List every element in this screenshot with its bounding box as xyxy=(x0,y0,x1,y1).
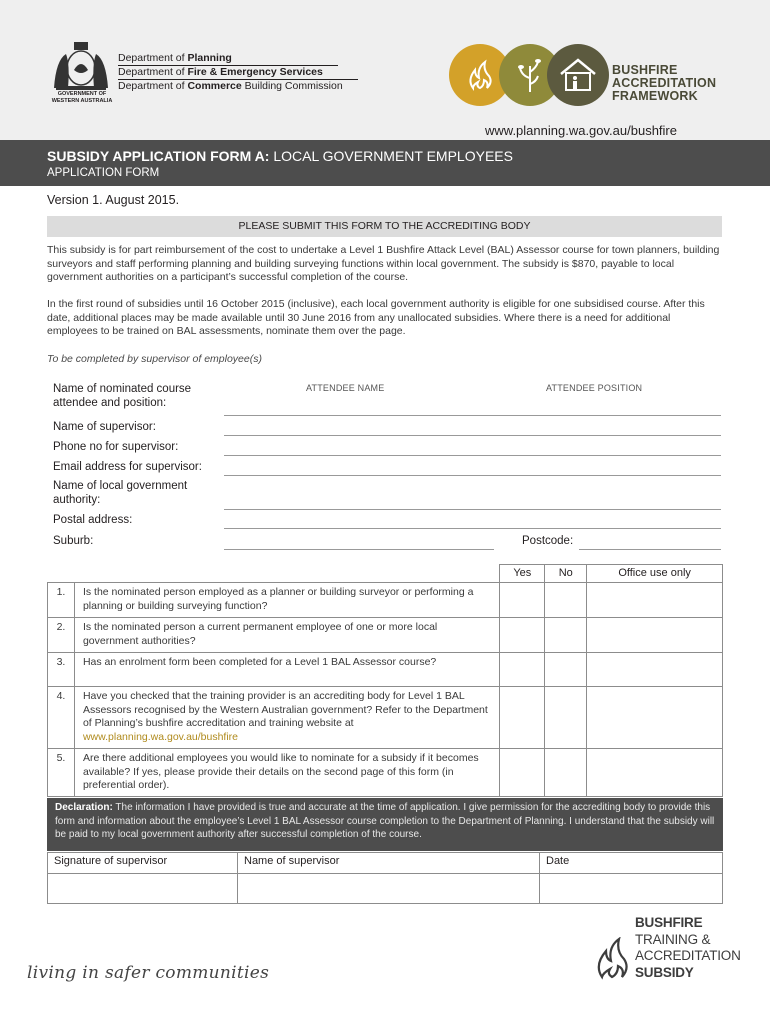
lga-label: Name of local government authority: xyxy=(53,480,188,506)
tagline: living in safer communities xyxy=(27,963,270,983)
question-text: Are there additional employees you would like to nominate for a subsidy if it becomes available? If yes, please provide their details on the second page of this form (in preferential order). xyxy=(74,749,499,797)
home-circle-icon xyxy=(547,44,609,106)
yes-checkbox[interactable] xyxy=(500,618,545,653)
page-title: SUBSIDY APPLICATION FORM A: LOCAL GOVERNMENT EMPLOYEES xyxy=(47,148,513,164)
signature-field[interactable] xyxy=(48,874,238,904)
yes-checkbox[interactable] xyxy=(500,583,545,618)
yes-column-header: Yes xyxy=(500,565,545,583)
question-row: 4. Have you checked that the training provider is an accrediting body for Level 1 BAL Assessors recognised by the Western Australian government? Refer to the Department of Planning’s bushfire accreditation and training website at www.planning.wa.gov.au/bushfire xyxy=(48,687,723,749)
attendee-name-header: ATTENDEE NAME xyxy=(306,383,385,393)
submit-notice: PLEASE SUBMIT THIS FORM TO THE ACCREDITING BODY xyxy=(47,216,722,237)
no-checkbox[interactable] xyxy=(545,653,587,687)
date-field[interactable] xyxy=(540,874,723,904)
question-row: 5. Are there additional employees you would like to nominate for a subsidy if it becomes available? If yes, please provide their details on the second page of this form (in preferential order). xyxy=(48,749,723,797)
question-row: 1. Is the nominated person employed as a planner or building surveyor or performing a planning or building surveying function? xyxy=(48,583,723,618)
yes-checkbox[interactable] xyxy=(500,687,545,749)
postal-address-input[interactable] xyxy=(224,528,721,529)
question-text: Is the nominated person a current permanent employee of one or more local government authorities? xyxy=(74,618,499,653)
suburb-label: Suburb: xyxy=(53,535,94,547)
question-row: 2. Is the nominated person a current permanent employee of one or more local government authorities? xyxy=(48,618,723,653)
no-column-header: No xyxy=(545,565,587,583)
office-use-cell xyxy=(587,687,723,749)
supervisor-name-sig-label: Name of supervisor xyxy=(238,853,540,874)
office-use-cell xyxy=(587,583,723,618)
wa-government-crest xyxy=(46,40,116,92)
yes-checkbox[interactable] xyxy=(500,749,545,797)
declaration-box: Declaration: The information I have provided is true and accurate at the time of application. I give permission for the accrediting body to provide this form and information about the employee’s Level 1 BAL Assessor course completion to the Department of Planning. I understand that the subsidy will be paid to my local government authority after successful completion of the course. xyxy=(47,798,723,851)
date-label: Date xyxy=(540,853,723,874)
page-subtitle: APPLICATION FORM xyxy=(47,167,160,179)
dept-commerce: Department of Commerce Building Commission xyxy=(118,80,343,92)
version-text: Version 1. August 2015. xyxy=(47,193,180,207)
attendee-position-header: ATTENDEE POSITION xyxy=(546,383,643,393)
supervisor-phone-input[interactable] xyxy=(224,455,721,456)
supervisor-email-input[interactable] xyxy=(224,475,721,476)
dept-fire-emergency: Department of Fire & Emergency Services xyxy=(118,66,323,78)
no-checkbox[interactable] xyxy=(545,749,587,797)
signature-table xyxy=(47,852,723,904)
postal-address-label: Postal address: xyxy=(53,514,133,526)
question-text: Has an enrolment form been completed for a Level 1 BAL Assessor course? xyxy=(74,653,499,687)
office-use-cell xyxy=(587,618,723,653)
no-checkbox[interactable] xyxy=(545,687,587,749)
dept-planning: Department of Planning xyxy=(118,52,232,64)
supervisor-name-sig-field[interactable] xyxy=(238,874,540,904)
intro-paragraph-2: In the first round of subsidies until 16 October 2015 (inclusive), each local government authority is eligible for one subsidised course. After this date, additional places may be made available until 30 June 2016 from any unallocated subsidies. Where there is a need for additional employees to be trained on BAL assessments, nominate them over the page. xyxy=(47,298,705,337)
office-column-header: Office use only xyxy=(587,565,723,583)
question-text: Have you checked that the training provider is an accrediting body for Level 1 BAL Assessors recognised by the Western Australian government? Refer to the Department of Planning’s bushfire accreditation and training website at www.planning.wa.gov.au/bushfire xyxy=(74,687,499,749)
attendee-input-line[interactable] xyxy=(224,415,721,416)
house-icon xyxy=(547,44,609,106)
lga-input[interactable] xyxy=(224,509,721,510)
supervisor-email-label: Email address for supervisor: xyxy=(53,461,202,473)
title-band xyxy=(0,140,770,186)
framework-logo-text: BUSHFIRE ACCREDITATION FRAMEWORK xyxy=(612,63,717,103)
no-checkbox[interactable] xyxy=(545,618,587,653)
supervisor-note: To be completed by supervisor of employee(s) xyxy=(47,353,262,365)
supervisor-name-input[interactable] xyxy=(224,435,721,436)
bushfire-website-link[interactable]: www.planning.wa.gov.au/bushfire xyxy=(82,730,239,743)
postcode-input[interactable] xyxy=(579,549,721,550)
office-use-cell xyxy=(587,653,723,687)
gov-caption: GOVERNMENT OF WESTERN AUSTRALIA xyxy=(51,91,113,104)
subsidy-logo: BUSHFIRE TRAINING & ACCREDITATION SUBSIDY xyxy=(635,915,741,980)
office-use-cell xyxy=(587,749,723,797)
attendee-label: Name of nominated course attendee and position: xyxy=(53,383,192,409)
suburb-input[interactable] xyxy=(224,549,494,550)
subsidy-flame-icon xyxy=(596,937,632,981)
intro-paragraph-1: This subsidy is for part reimbursement of the cost to undertake a Level 1 Bushfire Attack Level (BAL) Assessor course for town planners, building surveyors and staff performing planning and building surveying functions within local government. The subsidy is $870, payable to local government authorities on a participant’s successful completion of the course. xyxy=(47,244,720,283)
no-checkbox[interactable] xyxy=(545,583,587,618)
questions-table xyxy=(47,564,723,797)
supervisor-phone-label: Phone no for supervisor: xyxy=(53,441,179,453)
question-text: Is the nominated person employed as a planner or building surveyor or performing a planning or building surveying function? xyxy=(74,583,499,618)
yes-checkbox[interactable] xyxy=(500,653,545,687)
postcode-label: Postcode: xyxy=(522,535,574,547)
website-link[interactable]: www.planning.wa.gov.au/bushfire xyxy=(485,123,677,138)
question-row: 3. Has an enrolment form been completed for a Level 1 BAL Assessor course? xyxy=(48,653,723,687)
supervisor-name-label: Name of supervisor: xyxy=(53,421,156,433)
signature-label: Signature of supervisor xyxy=(48,853,238,874)
